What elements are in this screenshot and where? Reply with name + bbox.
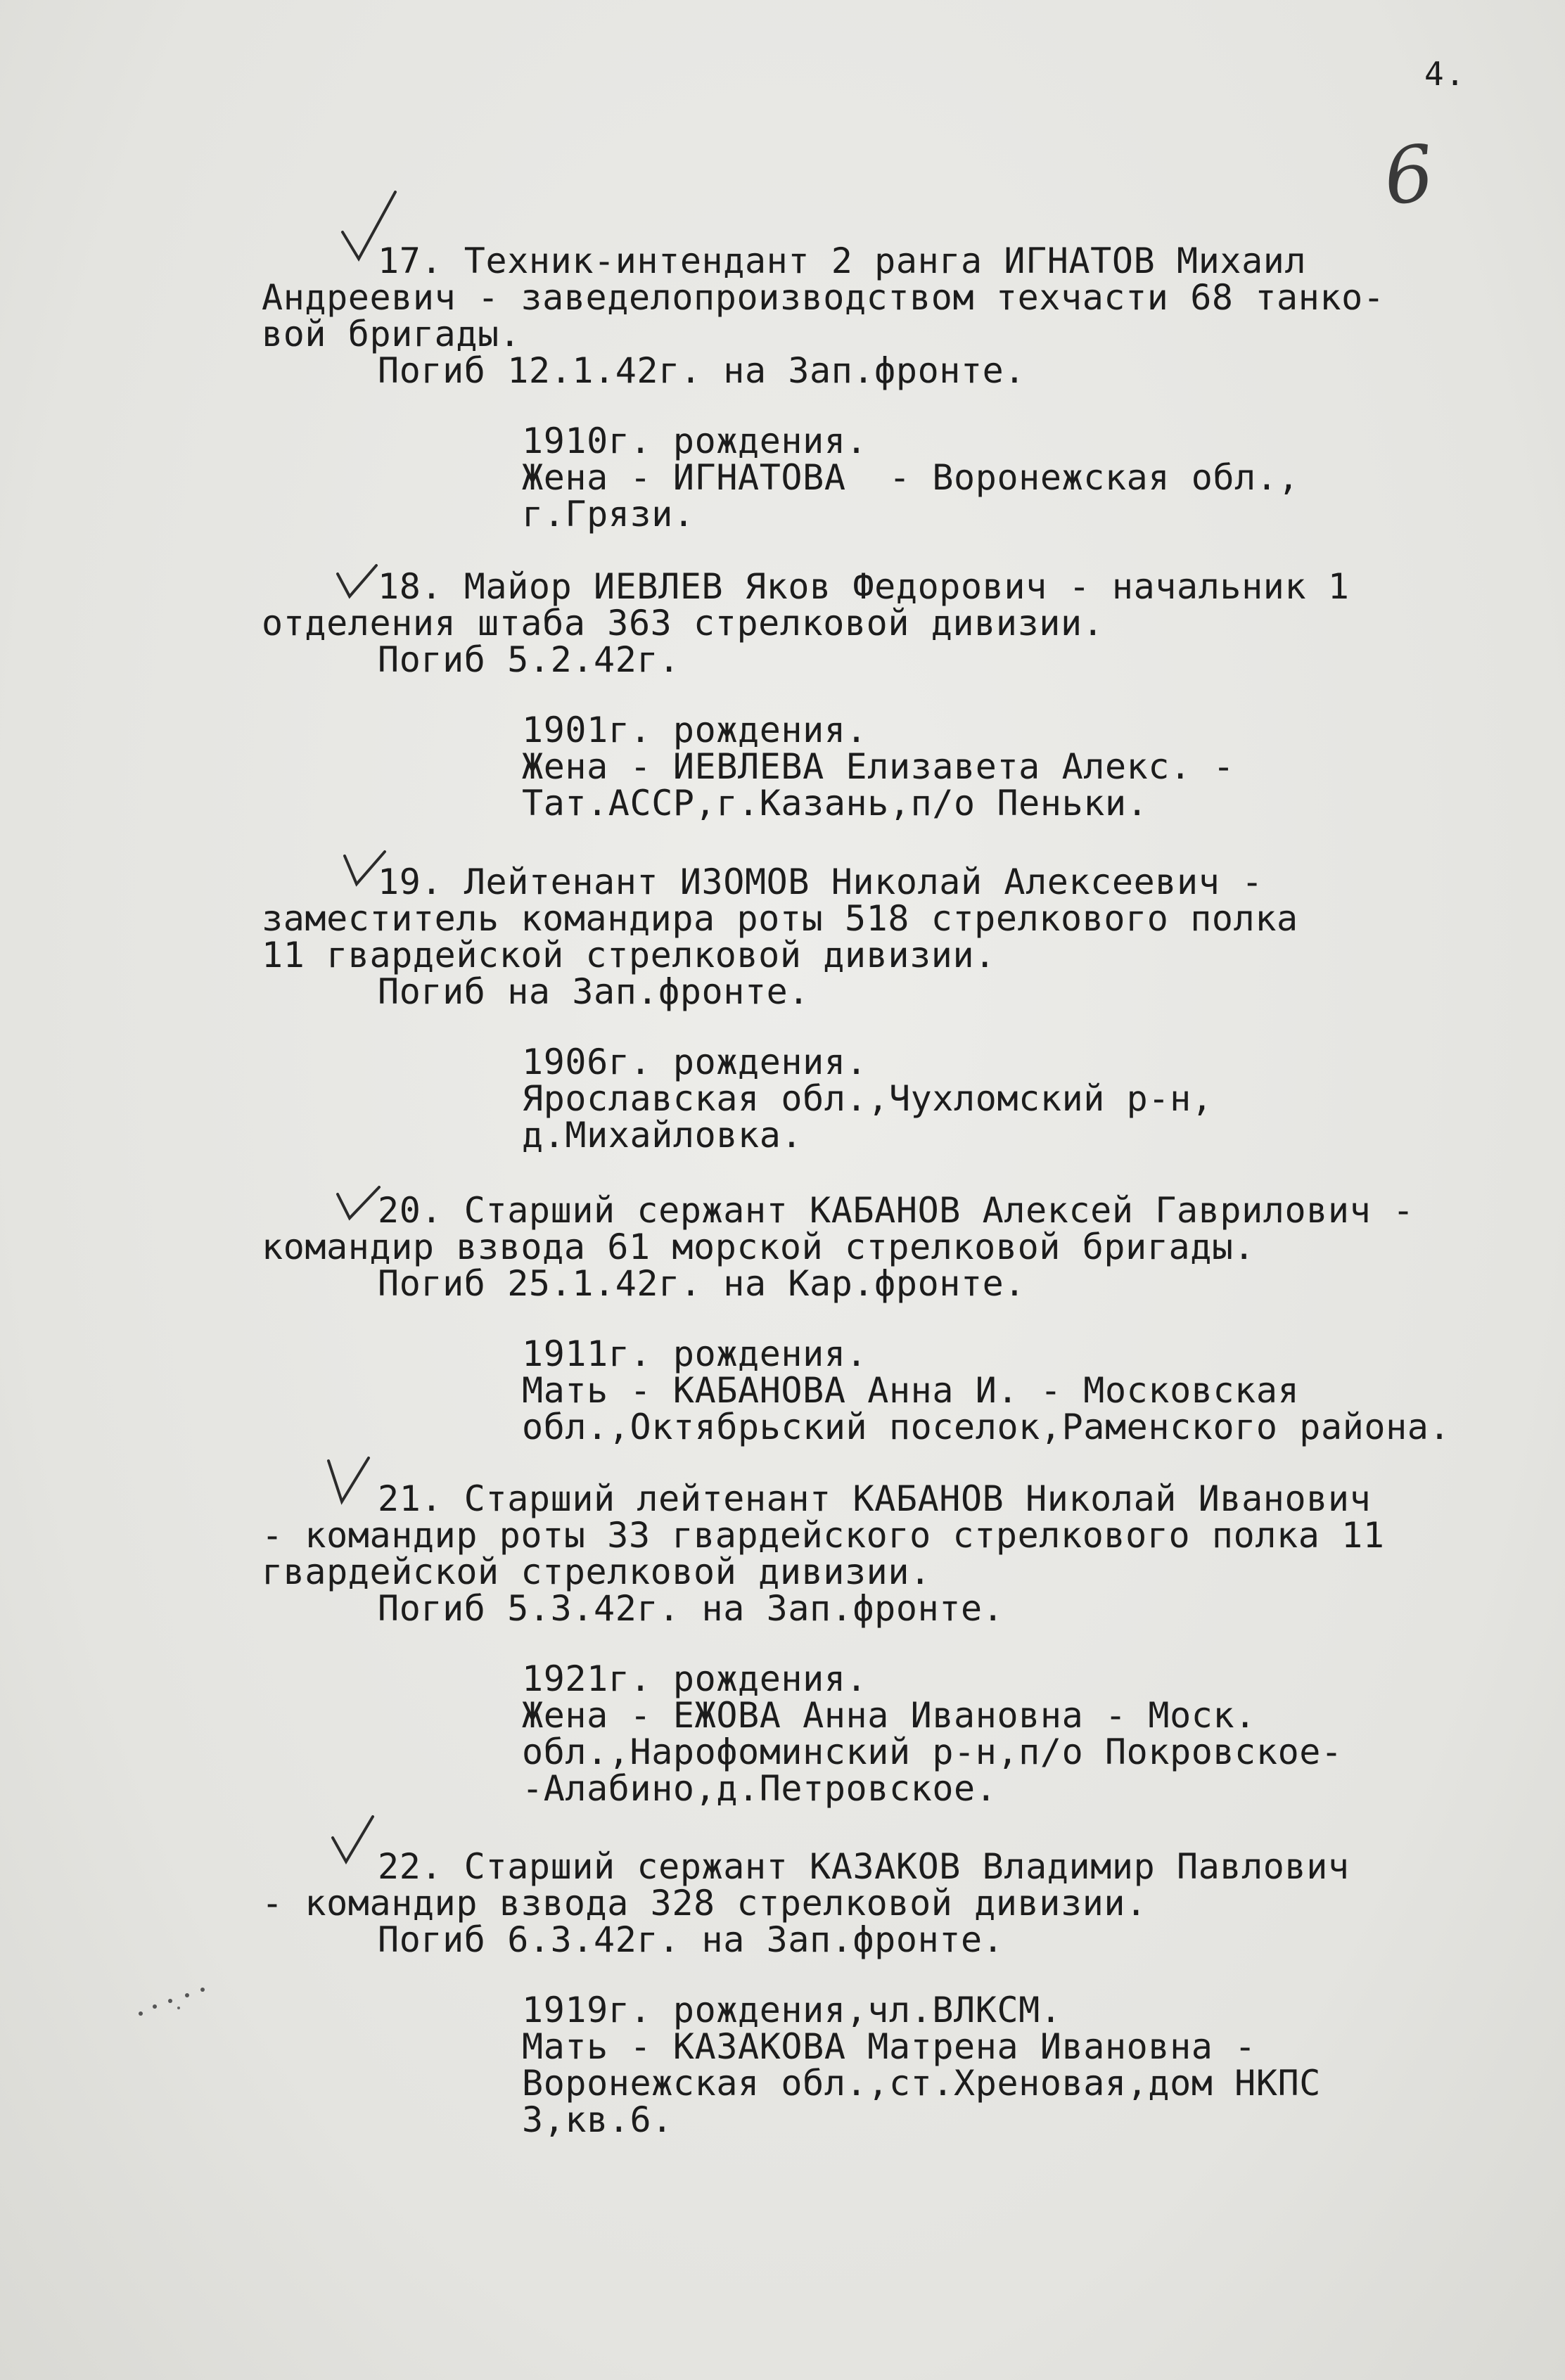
address-line: Ярославская обл.,Чухломский р-н, [522, 1078, 1213, 1119]
address-line: -Алабино,д.Петровское. [522, 1768, 997, 1809]
address-line: обл.,Нарофоминский р-н,п/о Покровское- [522, 1732, 1343, 1772]
entry-19 [262, 862, 1528, 1156]
address-line: Тат.АССР,г.Казань,п/о Пеньки. [522, 783, 1149, 824]
death-record: Погиб 6.3.42г. на Зап.фронте. [378, 1919, 1004, 1960]
entry-text-line: 17. Техник-интендант 2 ранга ИГНАТОВ Михаил [378, 241, 1307, 281]
entry-text-line: вой бригады. [262, 314, 521, 354]
entry-text-line: 18. Майор ИЕВЛЕВ Яков Федорович - начальник 1 [378, 566, 1350, 607]
entry-text-line: отделения штаба 363 стрелковой дивизии. [262, 603, 1104, 644]
entry-text-line: 11 гвардейской стрелковой дивизии. [262, 935, 996, 975]
address-line: д.Михайловка. [522, 1115, 803, 1156]
entry-text-line: заместитель командира роты 518 стрелкового полка [262, 898, 1298, 939]
entry-text-line: 20. Старший сержант КАБАНОВ Алексей Гаврилович - [378, 1190, 1414, 1231]
entry-text-line: 22. Старший сержант КАЗАКОВ Владимир Павлович [378, 1846, 1350, 1887]
entry-17 [262, 241, 1528, 535]
relative-info: Мать - КАЗАКОВА Матрена Ивановна - [522, 2026, 1256, 2067]
entry-18 [262, 566, 1528, 824]
entry-21 [262, 1480, 1528, 1807]
address-line: г.Грязи. [522, 494, 695, 535]
address-line: 3,кв.6. [522, 2099, 673, 2140]
relative-info: Жена - ЕЖОВА Анна Ивановна - Моск. [522, 1695, 1256, 1736]
birth-year: 1919г. рождения,чл.ВЛКСМ. [522, 1990, 1062, 2030]
address-line: обл.,Октябрьский поселок,Раменского района. [522, 1407, 1451, 1447]
entry-22 [262, 1848, 1528, 2138]
page-number: 4. [1424, 55, 1467, 93]
death-record: Погиб 12.1.42г. на Зап.фронте. [378, 350, 1026, 391]
entry-text-line: командир взвода 61 морской стрелковой бригады. [262, 1227, 1256, 1267]
entry-20 [262, 1192, 1528, 1445]
death-record: Погиб 5.2.42г. [378, 639, 680, 680]
relative-info: Жена - ИГНАТОВА - Воронежская обл., [522, 457, 1300, 498]
handwritten-page-number: 6 [1379, 127, 1438, 223]
address-line: Воронежская обл.,ст.Хреновая,дом НКПС [522, 2063, 1321, 2104]
birth-year: 1906г. рождения. [522, 1042, 868, 1082]
entry-text-line: - командир взвода 328 стрелковой дивизии. [262, 1883, 1147, 1924]
birth-year: 1901г. рождения. [522, 710, 868, 750]
relative-info: Жена - ИЕВЛЕВА Елизавета Алекс. - [522, 746, 1235, 787]
death-record: Погиб на Зап.фронте. [378, 971, 810, 1012]
ink-specks [134, 1980, 218, 2022]
entry-text-line: гвардейской стрелковой дивизии. [262, 1552, 931, 1592]
entry-text-line: Андреевич - заведелопроизводством техчасти 68 танко- [262, 277, 1385, 318]
birth-year: 1910г. рождения. [522, 421, 868, 461]
birth-year: 1911г. рождения. [522, 1333, 868, 1374]
death-record: Погиб 5.3.42г. на Зап.фронте. [378, 1588, 1004, 1629]
death-record: Погиб 25.1.42г. на Кар.фронте. [378, 1263, 1026, 1304]
entry-text-line: 21. Старший лейтенант КАБАНОВ Николай Иванович [378, 1478, 1372, 1519]
entry-text-line: - командир роты 33 гвардейского стрелкового полка 11 [262, 1515, 1385, 1556]
entry-text-line: 19. Лейтенант ИЗОМОВ Николай Алексеевич - [378, 862, 1263, 902]
relative-info: Мать - КАБАНОВА Анна И. - Московская [522, 1370, 1300, 1411]
birth-year: 1921г. рождения. [522, 1658, 868, 1699]
